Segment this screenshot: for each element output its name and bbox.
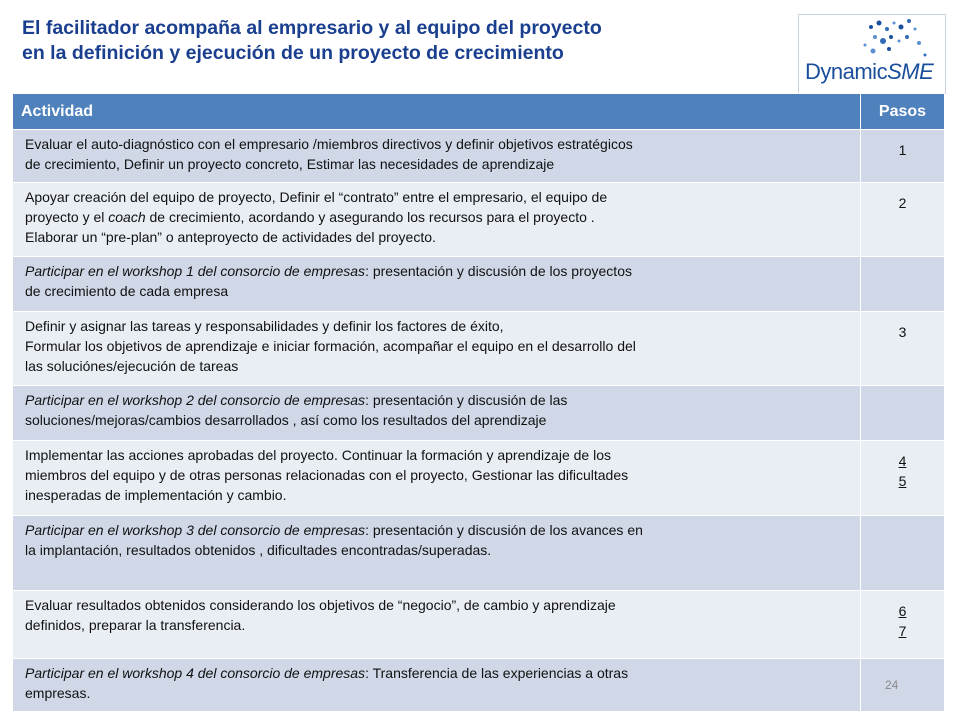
activity-line: miembros del equipo y de otras personas relacionadas con el proyecto, Gestionar las dificultades — [25, 467, 629, 483]
activity-line — [25, 207, 852, 227]
title-line-1: El facilitador acompaña al empresario y al equipo del proyecto — [22, 17, 602, 39]
logo-wordmark — [805, 59, 933, 85]
table-row — [13, 386, 945, 441]
step-cell — [861, 183, 945, 257]
table-header-row — [13, 94, 945, 130]
step-number: 3 — [898, 324, 907, 340]
activity-cell — [13, 183, 861, 257]
step-number: 2 — [898, 195, 907, 211]
activity-line — [25, 261, 852, 281]
workshop-label: Participar en el workshop 1 del consorcio de empresas — [25, 263, 366, 279]
activity-line: Formular los objetivos de aprendizaje e iniciar formación, acompañar el equipo en el desarrollo del — [25, 338, 636, 354]
activity-line: Evaluar resultados obtenidos considerando los objetivos de “negocio”, de cambio y aprendizaje — [25, 597, 616, 613]
activity-line: de crecimiento de cada empresa — [25, 283, 229, 299]
activity-line: Definir y asignar las tareas y responsabilidades y definir los factores de éxito, — [25, 318, 504, 334]
logo-text-main: Dynamic — [805, 59, 888, 84]
activity-cell — [13, 130, 861, 183]
header-activity: Actividad — [13, 94, 861, 130]
activity-line: inesperadas de implementación y cambio. — [25, 487, 287, 503]
step-cell — [861, 441, 945, 516]
logo-text-suffix: SME — [887, 59, 934, 84]
header-steps: Pasos — [861, 94, 945, 130]
activity-cell — [13, 312, 861, 386]
table-row — [13, 130, 945, 183]
page-number: 24 — [885, 678, 899, 692]
table-row — [13, 312, 945, 386]
table-row — [13, 257, 945, 312]
step-cell — [861, 257, 945, 312]
activity-line: Implementar las acciones aprobadas del proyecto. Continuar la formación y aprendizaje de los — [25, 447, 611, 463]
activity-cell — [13, 257, 861, 312]
activity-text-italic: coach — [108, 209, 146, 225]
table-row — [13, 183, 945, 257]
activity-line — [25, 390, 852, 410]
step-cell — [861, 659, 945, 712]
activity-line: la implantación, resultados obtenidos , dificultades encontradas/superadas. — [25, 542, 492, 558]
activity-line — [25, 520, 852, 540]
activity-line — [25, 663, 852, 683]
activity-cell — [13, 659, 861, 712]
step-number: 1 — [898, 142, 907, 158]
activity-line: Elaborar un “pre-plan” o anteproyecto de actividades del proyecto. — [25, 229, 436, 245]
activity-cell — [13, 591, 861, 659]
activity-line: las soluciónes/ejecución de tareas — [25, 358, 239, 374]
slide-title — [22, 16, 792, 66]
activity-line: Apoyar creación del equipo de proyecto, Definir el “contrato” entre el empresario, el equipo de — [25, 189, 608, 205]
activity-line: empresas. — [25, 685, 91, 701]
title-line-2: en la definición y ejecución de un proyecto de crecimiento — [22, 42, 564, 64]
table-row — [13, 516, 945, 591]
step-cell — [861, 516, 945, 591]
activity-text: : presentación y discusión de las — [365, 392, 568, 408]
step-cell — [861, 591, 945, 659]
activity-line: de crecimiento, Definir un proyecto concreto, Estimar las necesidades de aprendizaje — [25, 156, 555, 172]
step-number: 4 — [898, 453, 907, 469]
step-number: 7 — [898, 623, 907, 639]
activity-text: de crecimiento, acordando y asegurando los recursos para el proyecto . — [145, 209, 595, 225]
activity-text: : presentación y discusión de los proyectos — [365, 263, 632, 279]
table-row — [13, 441, 945, 516]
table-row — [13, 591, 945, 659]
activity-cell — [13, 516, 861, 591]
step-cell — [861, 386, 945, 441]
step-number: 6 — [898, 603, 907, 619]
workshop-label: Participar en el workshop 2 del consorcio de empresas — [25, 392, 366, 408]
step-cell — [861, 312, 945, 386]
table-row — [13, 659, 945, 712]
activity-cell — [13, 386, 861, 441]
activity-line: definidos, preparar la transferencia. — [25, 617, 246, 633]
activity-line: Evaluar el auto-diagnóstico con el empresario /miembros directivos y definir objetivos estratégicos — [25, 136, 633, 152]
step-cell — [861, 130, 945, 183]
activity-line: soluciones/mejoras/cambios desarrollados , así como los resultados del aprendizaje — [25, 412, 547, 428]
workshop-label: Participar en el workshop 3 del consorcio de empresas — [25, 522, 366, 538]
activity-cell — [13, 441, 861, 516]
dynamicsme-logo — [798, 14, 946, 94]
activity-text: : presentación y discusión de los avances en — [365, 522, 643, 538]
activity-text: proyecto y el — [25, 209, 109, 225]
step-number: 5 — [898, 473, 907, 489]
activity-text: : Transferencia de las experiencias a otras — [365, 665, 629, 681]
workshop-label: Participar en el workshop 4 del consorcio de empresas — [25, 665, 366, 681]
activities-table — [12, 93, 945, 712]
